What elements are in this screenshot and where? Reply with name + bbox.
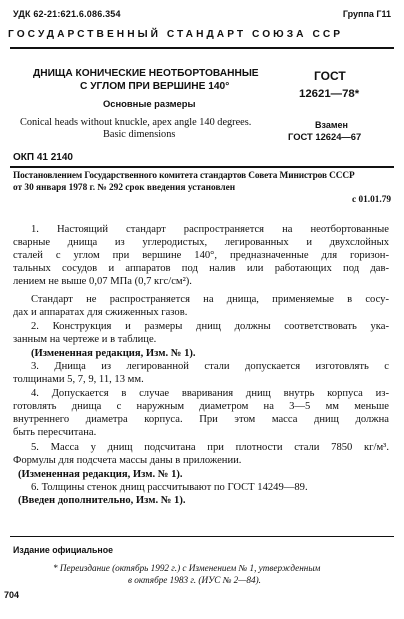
- okp-code: ОКП 41 2140: [13, 152, 73, 163]
- paragraph-3: [13, 320, 389, 346]
- text-line: 5. Масса у днищ подсчитана при плотности стали 7850 кг/м³.: [31, 442, 389, 453]
- title-en-line2: Basic dimensions: [103, 129, 176, 140]
- reprint-note-line2: в октябре 1983 г. (ИУС № 2—84).: [128, 575, 261, 585]
- text-line: Стандарт не распространяется на днища, применяемые в сосу-: [31, 294, 389, 305]
- title-en-line1: Conical heads without knuckle, apex angle 140 degrees.: [20, 117, 252, 128]
- gost-label: ГОСТ: [314, 69, 346, 83]
- change-note-1: (Измененная редакция, Изм. № 1).: [31, 348, 196, 359]
- paragraph-4: [13, 360, 389, 386]
- paragraph-1: [13, 223, 389, 288]
- text-line: 4. Допускается в случае вваривания днищ внутрь корпуса из-: [31, 388, 389, 399]
- text-line: внутреннего диаметра корпуса. При этом масса днищ должна: [13, 414, 389, 425]
- change-note-3: (Введен дополнительно, Изм. № 1).: [18, 495, 186, 506]
- udc-code: УДК 62-21:621.6.086.354: [13, 9, 121, 19]
- page-number: 704: [4, 590, 20, 600]
- paragraph-2: [13, 293, 389, 319]
- title-ru-line2: С УГЛОМ ПРИ ВЕРШИНЕ 140°: [80, 81, 230, 92]
- paragraph-7: 6. Толщины стенок днищ рассчитывают по ГОСТ 14249—89.: [31, 482, 308, 493]
- reprint-note-line1: * Переиздание (октябрь 1992 г.) с Изменением № 1, утвержденным: [53, 563, 321, 573]
- text-line: 3. Днища из легированной стали допускается изготовлять с: [31, 361, 389, 372]
- paragraph-6: [13, 441, 389, 467]
- footer-rule: [10, 536, 394, 537]
- text-line: Формулы для подсчета массы даны в приложении.: [13, 455, 242, 466]
- change-note-2: (Измененная редакция, Изм. № 1).: [18, 469, 183, 480]
- standard-line: ГОСУДАРСТВЕННЫЙ СТАНДАРТ СОЮЗА ССР: [8, 29, 344, 40]
- text-line: сварные днища из углеродистых, легированных и двухслойных: [13, 237, 389, 248]
- text-line: готовлять днища с наружным диаметром на 3—5 мм меньше: [13, 401, 389, 412]
- replaces-label: Взамен: [315, 120, 348, 130]
- paragraph-5: [13, 387, 389, 439]
- text-line: сталей с углом при вершине 140°, предназначенные для горизон-: [13, 250, 389, 261]
- group-code: Группа Г11: [342, 9, 391, 19]
- text-line: толщинами 5, 7, 9, 11, 13 мм.: [13, 374, 144, 385]
- text-line: занным на чертеже и в таблице.: [13, 334, 157, 345]
- decree-line1: Постановлением Государственного комитета стандартов Совета Министров СССР: [13, 171, 355, 181]
- text-line: лением не выше 0,07 МПа (0,7 кгс/см²).: [13, 276, 192, 287]
- decree-date: с 01.01.79: [352, 195, 391, 205]
- replaces-value: ГОСТ 12624—67: [288, 131, 362, 142]
- header-rule: [10, 47, 394, 49]
- text-line: быть пересчитана.: [13, 427, 97, 438]
- text-line: 2. Конструкция и размеры днищ должны соответствовать ука-: [31, 321, 389, 332]
- text-line: тальных сосудов и аппаратов под налив или работающих под дав-: [13, 263, 389, 274]
- text-line: дах и аппаратах для сжиженных газов.: [13, 307, 188, 318]
- okp-rule: [10, 166, 394, 168]
- title-ru-line1: ДНИЩА КОНИЧЕСКИЕ НЕОТБОРТОВАННЫЕ: [33, 68, 259, 79]
- subtitle-ru: Основные размеры: [103, 98, 196, 109]
- gost-number: 12621—78*: [299, 88, 360, 100]
- official-edition: Издание официальное: [13, 545, 113, 555]
- decree-line2: от 30 января 1978 г. № 292 срок введения установлен: [13, 183, 236, 193]
- text-line: 1. Настоящий стандарт распространяется на неотбортованные: [31, 224, 389, 235]
